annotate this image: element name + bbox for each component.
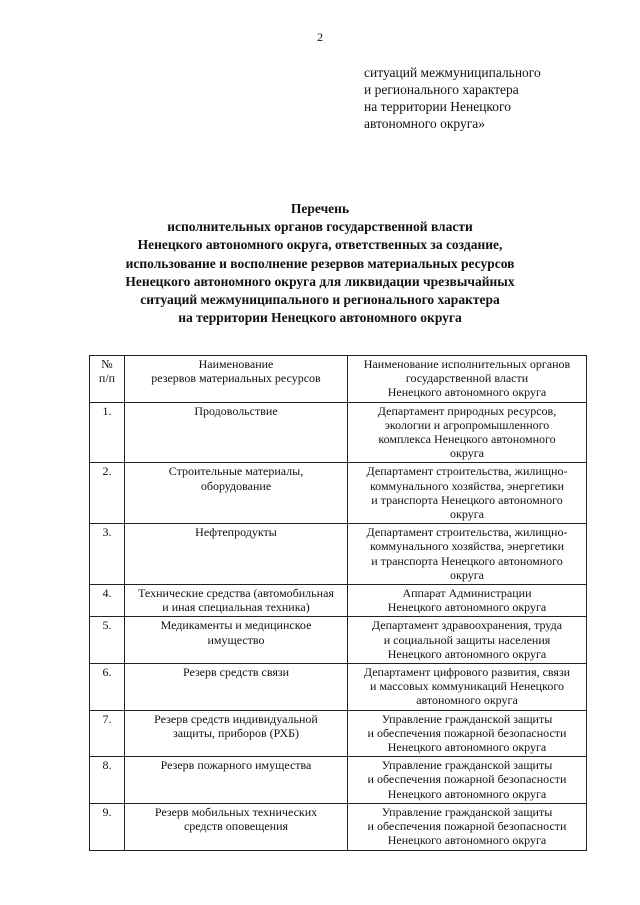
responsible-organ [348,803,587,850]
table-row [90,617,587,664]
row-number-text: 5. [102,618,112,633]
row-number [90,757,125,804]
header-line: и регионального характера [364,82,519,97]
row-number-text: 6. [102,665,112,680]
organ-line: округа [450,446,484,461]
organ-line: и транспорта Ненецкого автономного [371,553,563,568]
resource-line: средств оповещения [183,819,289,834]
organ-line: коммунального хозяйства, энергетики [369,478,565,493]
responsible-organ [348,664,587,711]
resource-line: Резерв средств связи [182,665,290,680]
table-body [90,402,587,850]
table-row [90,664,587,711]
row-number-text: 7. [102,711,112,726]
table-row [90,524,587,585]
row-number [90,803,125,850]
title-line: Перечень [290,201,350,216]
title-line: использование и восполнение резервов материальных ресурсов [125,255,515,271]
organ-line: округа [450,567,484,582]
organ-line: Ненецкого автономного округа [387,600,547,615]
header-line: резервов материальных ресурсов [151,371,321,386]
organ-line: Ненецкого автономного округа [387,786,547,801]
row-number-text: 4. [102,586,112,601]
organ-line: Департамент здравоохранения, труда [371,618,563,633]
row-number [90,710,125,757]
resource-name [125,617,348,664]
header-line: государственной власти [405,371,529,386]
organ-line: Управление гражданской защиты [381,804,553,819]
header-number [90,356,125,403]
row-number-text: 3. [102,525,112,540]
organ-line: комплекса Ненецкого автономного [378,432,556,447]
document-title [60,200,580,327]
resource-line: Строительные материалы, [168,464,304,479]
header-resource [125,356,348,403]
resource-name [125,463,348,524]
resource-line: Технические средства (автомобильная [138,586,334,601]
organ-line: и массовых коммуникаций Ненецкого [370,679,564,694]
resource-name [125,402,348,463]
resource-line: и иная специальная техника) [162,600,310,615]
table-row [90,803,587,850]
resource-name [125,803,348,850]
table-header-row [90,356,587,403]
responsible-organ [348,463,587,524]
resource-line: имущество [207,632,265,647]
organ-line: и обеспечения пожарной безопасности [367,772,567,787]
header-line: п/п [98,371,116,386]
organ-line: и социальной защиты населения [383,632,551,647]
table-row [90,402,587,463]
organ-line: Департамент цифрового развития, связи [363,665,571,680]
organ-line: Департамент природных ресурсов, [377,403,557,418]
organ-line: и обеспечения пожарной безопасности [367,819,567,834]
row-number [90,617,125,664]
title-line: Ненецкого автономного округа, ответственных за создание, [137,237,503,253]
resource-line: Резерв средств индивидуальной [154,711,318,726]
row-number [90,524,125,585]
organ-line: Ненецкого автономного округа [387,833,547,848]
header-line: Наименование [198,357,274,371]
row-number [90,402,125,463]
resource-name [125,664,348,711]
resource-line: Резерв мобильных технических [154,804,318,819]
row-number [90,664,125,711]
resources-table [89,355,587,851]
resource-line: Медикаменты и медицинское [160,618,312,633]
organ-line: экологии и агропромышленного [384,417,550,432]
resource-name [125,524,348,585]
organ-line: коммунального хозяйства, энергетики [369,539,565,554]
header-line: ситуаций межмуниципального [364,65,541,80]
resource-line: Нефтепродукты [195,525,277,540]
resource-line: Резерв пожарного имущества [160,758,312,773]
organ-line: округа [450,507,484,522]
header-line: на территории Ненецкого [364,99,512,114]
table-row [90,757,587,804]
responsible-organ [348,617,587,664]
organ-line: Департамент строительства, жилищно- [366,464,568,479]
organ-line: Управление гражданской защиты [381,758,553,773]
resource-line: оборудование [200,478,272,493]
title-line: ситуаций межмуниципального и регионального характера [140,292,500,308]
header-line: автономного округа» [364,116,485,131]
responsible-organ [348,585,587,617]
table-row [90,585,587,617]
title-line: исполнительных органов государственной власти [167,219,473,235]
responsible-organ [348,402,587,463]
row-number-text: 1. [102,403,112,418]
row-number [90,463,125,524]
row-number-text: 9. [102,804,112,819]
responsible-organ [348,757,587,804]
organ-line: Ненецкого автономного округа [387,740,547,755]
resource-name [125,757,348,804]
resource-name [125,585,348,617]
header-line: № [101,357,113,371]
organ-line: автономного округа [416,693,518,708]
organ-line: и транспорта Ненецкого автономного [371,492,563,507]
header-line: Ненецкого автономного округа [387,385,547,400]
resource-name [125,710,348,757]
title-line: Ненецкого автономного округа для ликвидации чрезвычайных [125,273,515,289]
table-row [90,710,587,757]
resource-line: Продовольствие [194,403,278,418]
header-continuation [364,64,614,132]
organ-line: и обеспечения пожарной безопасности [367,725,567,740]
organ-line: Ненецкого автономного округа [387,646,547,661]
row-number-text: 2. [102,464,112,479]
organ-line: Управление гражданской защиты [381,711,553,726]
responsible-organ [348,524,587,585]
resource-line: защиты, приборов (РХБ) [172,725,300,740]
row-number [90,585,125,617]
row-number-text: 8. [102,758,112,773]
organ-line: Аппарат Администрации [402,586,532,601]
page-number: 2 [317,30,323,44]
table-row [90,463,587,524]
header-organ [348,356,587,403]
responsible-organ [348,710,587,757]
title-line: на территории Ненецкого автономного округа [178,310,462,326]
organ-line: Департамент строительства, жилищно- [366,525,568,540]
header-line: Наименование исполнительных органов [363,357,571,371]
